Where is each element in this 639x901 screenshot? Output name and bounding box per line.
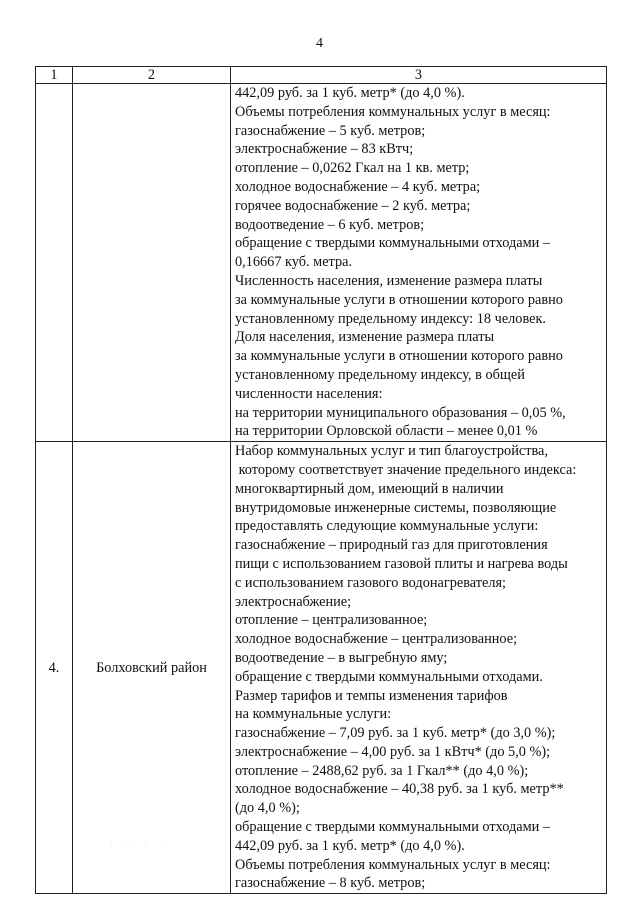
tariff-table [35,66,607,894]
district-name: Болховский район [96,659,207,676]
content-cell [231,442,607,894]
content-line: на территории муниципального образования – 0,05 %, [235,404,566,421]
row-number-cell [36,442,73,894]
content-line: установленному предельному индексу, в общей [235,366,525,383]
content-line: Численность населения, изменение размера платы [235,272,543,289]
content-line: отопление – 2488,62 руб. за 1 Гкал** (до 4,0 %); [235,762,529,779]
district-cell [73,84,231,442]
district-cell [73,442,231,894]
content-line: за коммунальные услуги в отношении которого равно [235,291,563,308]
content-line: 442,09 руб. за 1 куб. метр* (до 4,0 %). [235,85,465,101]
page-number: 4 [316,36,323,51]
content-line: на территории Орловской области – менее 0,01 % [235,423,538,440]
content-line: горячее водоснабжение – 2 куб. метра; [235,197,471,214]
content-line: электроснабжение – 83 кВтч; [235,141,414,158]
content-line: электроснабжение; [235,593,352,610]
scan-speckle: · · · · [110,842,169,851]
table-header-row [36,67,607,84]
content-line: холодное водоснабжение – 40,38 руб. за 1 куб. метр** [235,781,564,798]
content-line: газоснабжение – 8 куб. метров; [235,875,426,892]
content-line: холодное водоснабжение – централизованное; [235,631,518,648]
row-number-cell [36,84,73,442]
content-line: за коммунальные услуги в отношении которого равно [235,348,563,365]
header-cell-3: 3 [231,67,607,84]
content-line: установленному предельному индексу: 18 человек. [235,310,546,327]
content-line: газоснабжение – 7,09 руб. за 1 куб. метр* (до 3,0 %); [235,725,556,742]
content-line: газоснабжение – 5 куб. метров; [235,122,426,139]
content-line: Объемы потребления коммунальных услуг в месяц: [235,103,551,120]
content-line: Набор коммунальных услуг и тип благоустройства, [235,443,548,460]
content-line: обращение с твердыми коммунальными отходами – [235,819,551,836]
content-line: Доля населения, изменение размера платы [235,329,495,346]
content-line: которому соответствует значение предельного индекса: [235,461,577,478]
content-line: Размер тарифов и темпы изменения тарифов [235,687,508,704]
content-cell [231,84,607,442]
content-line: обращение с твердыми коммунальными отходами – [235,235,551,252]
content-line: с использованием газового водонагревателя; [235,574,507,591]
table-row-district [36,442,607,894]
content-line: внутридомовые инженерные системы, позволяющие [235,499,557,516]
content-line: электроснабжение – 4,00 руб. за 1 кВтч* (до 5,0 %); [235,743,551,760]
content-line: 442,09 руб. за 1 куб. метр* (до 4,0 %). [235,837,465,854]
content-line: обращение с твердыми коммунальными отходами. [235,668,543,685]
content-line: водоотведение – в выгребную яму; [235,649,448,666]
row-number: 4. [48,659,60,676]
content-line: отопление – 0,0262 Гкал на 1 кв. метр; [235,160,470,177]
table-row-continued [36,84,607,442]
content-line: (до 4,0 %); [235,800,300,817]
header-cell-2: 2 [73,67,231,84]
content-line: пищи с использованием газовой плиты и нагрева воды [235,555,568,572]
content-line: газоснабжение – природный газ для приготовления [235,537,548,554]
content-line: отопление – централизованное; [235,612,428,629]
content-line: численности населения: [235,385,383,402]
content-line: многоквартирный дом, имеющий в наличии [235,480,504,497]
content-line: Объемы потребления коммунальных услуг в месяц: [235,856,551,873]
header-cell-1: 1 [36,67,73,84]
content-line: 0,16667 куб. метра. [235,254,353,271]
content-line: на коммунальные услуги: [235,706,392,723]
content-line: предоставлять следующие коммунальные услуги: [235,518,539,535]
content-line: холодное водоснабжение – 4 куб. метра; [235,178,481,195]
content-line: водоотведение – 6 куб. метров; [235,216,425,233]
